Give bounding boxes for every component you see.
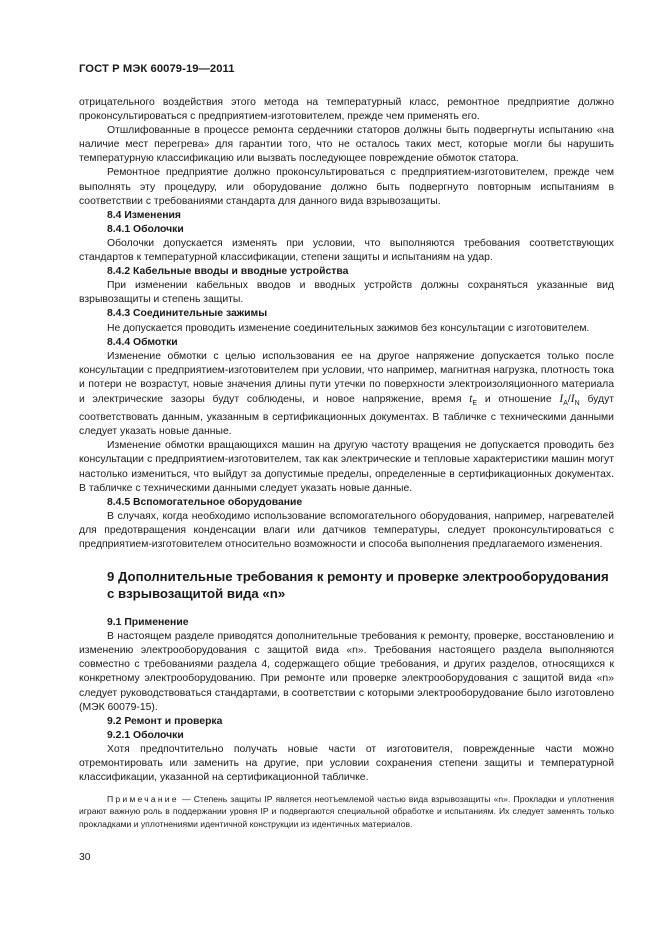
- paragraph: В случаях, когда необходимо использование вспомогательного оборудования, например, нагревателей для предотвращения конденсации влаги или датчиков температуры, следует проконсультироваться с предприятием-изготовителем относительно возможности и способа выполнения предлагаемого изменения.: [79, 510, 614, 550]
- section-heading-9-1: 9.1 Применение: [107, 617, 189, 629]
- section-heading-8-4-3: 8.4.3 Соединительные зажимы: [107, 308, 268, 320]
- symbol-ia: I: [559, 392, 564, 405]
- text-run: Изменение обмотки с целью использования ее на другое напряжение допускается только после консультации с предприятием-изготовителем при условии, что например, магнитная нагрузка, плотность тока и потери не возрастут, новые значения длины пути утечки по поверхности электроизоляционного материала и электрические зазоры будут соблюдены, и новое напряжение, время: [79, 350, 614, 405]
- section-heading-8-4-4: 8.4.4 Обмотки: [107, 336, 178, 348]
- section-heading-8-4-5: 8.4.5 Вспомогательное оборудование: [107, 496, 303, 508]
- paragraph: Оболочки допускается изменять при условии, что выполняются требования соответствующих стандартов к температурной классификации, степени защиты и испытаниям на удар.: [79, 237, 614, 264]
- paragraph-windings: [79, 350, 614, 440]
- note-label: Примечание: [107, 794, 179, 805]
- paragraph: Хотя предпочтительно получать новые части от изготовителя, поврежденные части можно отремонтировать или заменить на другие, при условии сохранения степени защиты и температурной классификации, указанной на сертификационной табличке.: [79, 743, 614, 784]
- paragraph: Изменение обмотки вращающихся машин на другую частоту вращения не допускается проводить без консультации с предприятием-изготовителем, так как электрические и тепловые характеристики машин могут настолько измениться, что выйдут за допустимые пределы, определенные в сертификационных документах. В табличке с техническими данными следует указать новые данные.: [79, 440, 614, 494]
- paragraph: отрицательного воздействия этого метода на температурный класс, ремонтное предприятие должно проконсультироваться с предприятием-изготовителем, прежде чем применять его.: [79, 97, 614, 123]
- text-run: будут соответствовать данным, указанным в сертификационных документах. В табличке с техническими данными следует указать новые данные.: [79, 393, 615, 438]
- paragraph: В настоящем разделе приводятся дополнительные требования к ремонту, проверке, восстановлению и изменению электрооборудования с защитой вида «n». Требования настоящего раздела выполняются совместно с требованиями раздела 4, содержащего общие требования, и других разделов, относящихся к конкретному электрооборудованию. При ремонте или проверке электрооборудования с защитой вида «n» следует руководствоваться стандартами, в соответствии с которыми электрооборудование было изготовлено (МЭК 60079-15).: [79, 631, 614, 713]
- text-run: и отношение: [484, 393, 552, 405]
- subscript-n: N: [574, 400, 580, 408]
- slash: /: [567, 393, 571, 405]
- page-number: 30: [79, 852, 91, 863]
- section-heading-9-2: 9.2 Ремонт и проверка: [107, 715, 223, 727]
- symbol-t: t: [469, 392, 473, 405]
- document-header: ГОСТ Р МЭК 60079-19—2011: [79, 63, 235, 75]
- section-heading-8-4: 8.4 Изменения: [107, 209, 181, 221]
- subscript-a: A: [563, 400, 568, 408]
- document-body: [79, 96, 614, 830]
- section-heading-8-4-2: 8.4.2 Кабельные вводы и вводные устройства: [107, 266, 349, 278]
- symbol-in: I: [570, 392, 575, 405]
- section-heading-9-2-1: 9.2.1 Оболочки: [107, 729, 184, 741]
- paragraph: Отшлифованные в процессе ремонта сердечники статоров должны быть подвергнуты испытанию «на наличие мест перегрева» для гарантии того, что не осталось таких мест, которые могли бы нарушить температурную классификацию или вызвать последующее повреждение обмоток статора.: [79, 125, 614, 165]
- section-heading-8-4-1: 8.4.1 Оболочки: [107, 223, 184, 235]
- section-heading-9: 9 Дополнительные требования к ремонту и проверке электрооборудования с взрывозащитой вида «n»: [107, 569, 609, 602]
- paragraph: Ремонтное предприятие должно проконсультироваться с предприятием-изготовителем, прежде чем выполнять эту процедуру, или оборудование должно быть подвергнуто повторным испытаниям в соответствии с требованиями стандарта для данного вида взрывозащиты.: [79, 167, 614, 207]
- note-text: — Степень защиты IP является неотъемлемой частью вида взрывозащиты «n». Прокладки и уплотнения играют важную роль в поддержании уровня IP и подвергаются специальной обработке и испытаниям. Их следует заменять только прокладками и уплотнениями идентичной конструкции из идентичных материалов.: [79, 794, 614, 829]
- note: [79, 793, 614, 830]
- paragraph: Не допускается проводить изменение соединительных зажимов без консультации с изготовителем.: [107, 322, 590, 334]
- subscript-e: E: [472, 400, 478, 408]
- paragraph: При изменении кабельных вводов и вводных устройств должны сохраняться указанные вид взрывозащиты и степень защиты.: [79, 280, 614, 306]
